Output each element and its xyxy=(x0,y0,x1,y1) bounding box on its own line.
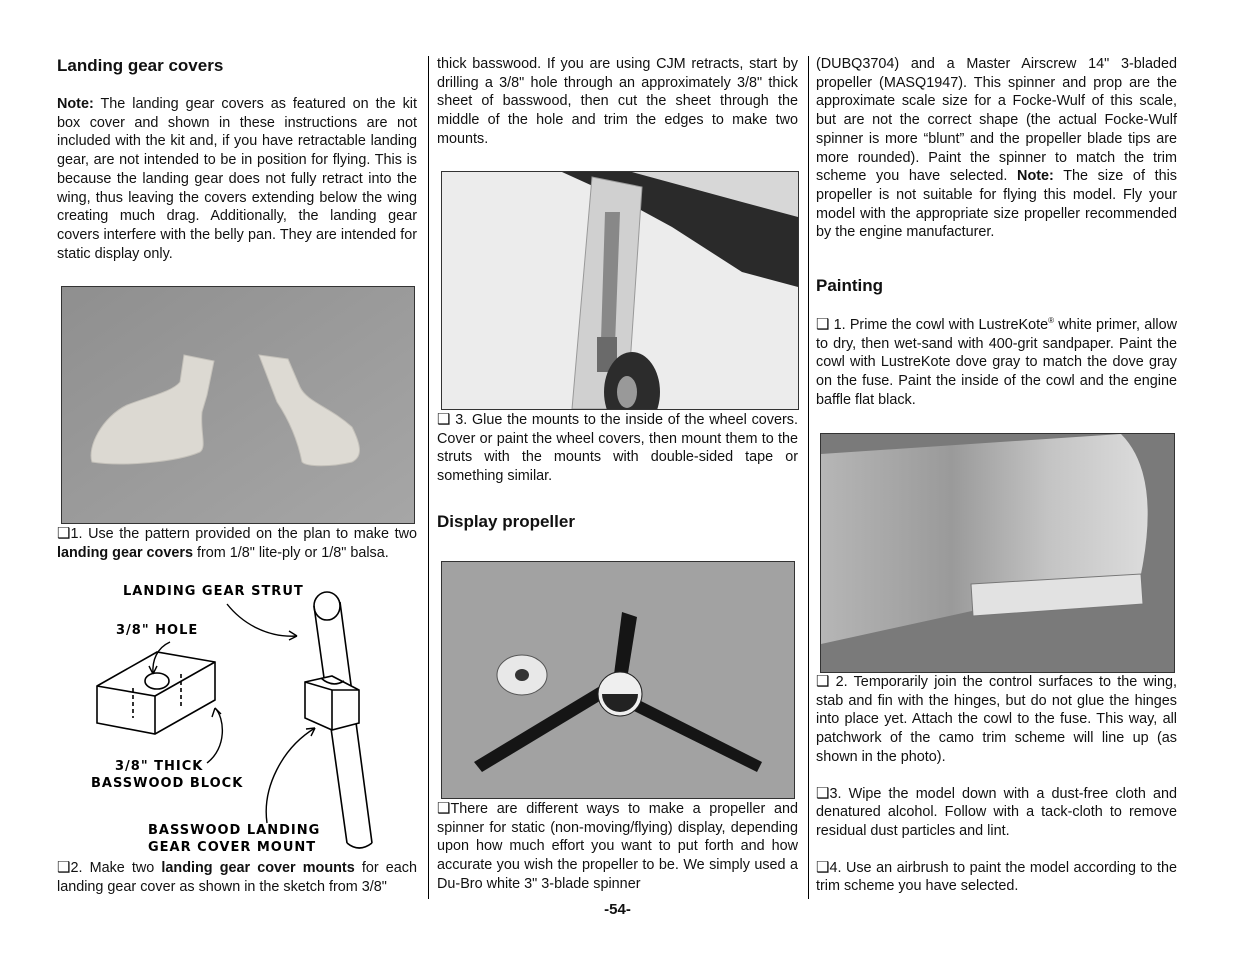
checkbox-icon[interactable]: ❑ xyxy=(57,525,71,542)
note-paragraph xyxy=(57,95,417,263)
step1-paragraph: ❑1. Use the pattern provided on the plan to make two landing gear covers from 1/8" lite-ply or 1/8" balsa. xyxy=(57,525,417,561)
sketch-label-block-1: 3/8" THICK xyxy=(115,759,204,774)
column-3-steps xyxy=(816,673,1177,896)
column-3-cont-paragraph: (DUBQ3704) and a Master Airscrew 14" 3-bladed propeller (MASQ1947). This spinner and prop are the approximate scale size for a Focke-Wulf of this scale, but are not the correct shape (the actual Focke-Wulf spinner is more “blunt” and the propeller blade tips are more rounded). Paint the spinner to match the trim scheme you have selected. Note: The size of this propeller is not suitable for flying this model. Fly your model with the appropriate size propeller recommended by the engine manufacturer. xyxy=(816,56,1177,241)
column-divider xyxy=(428,56,429,899)
note-label: Note: xyxy=(57,96,94,112)
checkbox-icon[interactable]: ❑ xyxy=(816,858,830,876)
section-heading-landing-gear-covers: Landing gear covers xyxy=(57,56,224,75)
photo-wing-surface xyxy=(820,433,1175,673)
sketch-label-hole: 3/8" HOLE xyxy=(116,623,199,638)
page-number: -54- xyxy=(604,901,631,918)
section-heading-display-propeller: Display propeller xyxy=(437,511,575,531)
column-1-step2 xyxy=(57,859,417,896)
basswood-block-drawing xyxy=(97,652,215,734)
note-text: The landing gear covers as featured on the kit box cover and shown in these instructions are not included with the kit and, if you have retractable landing gear, are not intended to be in position for flying. This is because the landing gear does not fully retract into the wing, thus leaving the covers extending below the wing creating much drag. Additionally, the landing gear covers interfere with the belly pan. They are intended for static display only. xyxy=(57,96,417,262)
sketch-label-block-2: BASSWOOD BLOCK xyxy=(91,776,244,791)
column-2-continued xyxy=(437,55,798,149)
column-3-continued xyxy=(816,55,1177,409)
checkbox-icon[interactable]: ❑ xyxy=(437,800,451,817)
photo-propeller xyxy=(441,561,795,799)
photo-wheel-cover-mounted xyxy=(441,171,799,410)
checkbox-icon[interactable]: ❑ xyxy=(816,784,830,802)
column-1-step1 xyxy=(57,525,417,562)
sketch-label-mount-2: GEAR COVER MOUNT xyxy=(148,840,317,855)
column-divider xyxy=(808,56,809,899)
column-2-cont-paragraph: thick basswood. If you are using CJM retracts, start by drilling a 3/8" hole through an approximately 3/8" thick sheet of basswood, then cut the sheet through the middle of the hole and trim the edges to make two mounts. xyxy=(437,56,798,147)
gear-covers-image xyxy=(62,287,414,523)
checkbox-icon[interactable]: ❑ xyxy=(816,673,830,690)
checkbox-icon[interactable]: ❑ xyxy=(57,859,71,876)
step2-paragraph: ❑2. Make two landing gear cover mounts for each landing gear cover as shown in the sketch from 3/8" xyxy=(57,859,417,895)
sketch-label-strut: LANDING GEAR STRUT xyxy=(123,584,304,599)
prop-paragraph: ❑There are different ways to make a propeller and spinner for static (non-moving/flying) display, depending upon how much effort you want to put forth and how accurate you wish the propeller to be. We simply used a Du-Bro white 3" 3-blade spinner xyxy=(437,800,798,892)
painting-step1-paragraph: ❑ 1. Prime the cowl with LustreKote® white primer, allow to dry, then wet-sand with 400-grit sandpaper. Paint the cowl with LustreKote dove gray to match the dove gray on the fuse. Paint the inside of the cowl and the engine baffle flat black. xyxy=(816,315,1177,408)
wing-image xyxy=(821,434,1174,672)
checkbox-icon[interactable]: ❑ xyxy=(816,315,830,333)
strut-drawing xyxy=(305,592,372,848)
sketch-label-mount-1: BASSWOOD LANDING xyxy=(148,823,321,838)
checkbox-icon[interactable]: ❑ xyxy=(437,411,451,428)
propeller-image xyxy=(442,562,794,798)
painting-step3-paragraph: ❑3. Wipe the model down with a dust-free cloth and denatured alcohol. Follow with a tack-cloth to remove residual dust particles and lint. xyxy=(816,784,1177,839)
column-2-step3 xyxy=(437,411,798,532)
wheel-cover-image xyxy=(442,172,798,409)
section-heading-painting: Painting xyxy=(816,276,884,296)
painting-step4-paragraph: ❑4. Use an airbrush to paint the model according to the trim scheme you have selected. xyxy=(816,858,1177,895)
photo-gear-covers xyxy=(61,286,415,524)
mount-sketch xyxy=(57,578,417,858)
step3-paragraph: ❑ 3. Glue the mounts to the inside of the wheel covers. Cover or paint the wheel covers, then mount them to the struts with the mounts with double-sided tape or something similar. xyxy=(437,411,798,485)
painting-step2-paragraph: ❑ 2. Temporarily join the control surfaces to the wing, stab and fin with the hinges, but do not glue the hinges into place yet. Attach the cowl to the fuse. This way, all patchwork of the camo trim scheme will line up (as shown in the photo). xyxy=(816,673,1178,765)
column-1 xyxy=(57,52,417,263)
column-2-prop-text xyxy=(437,800,798,894)
